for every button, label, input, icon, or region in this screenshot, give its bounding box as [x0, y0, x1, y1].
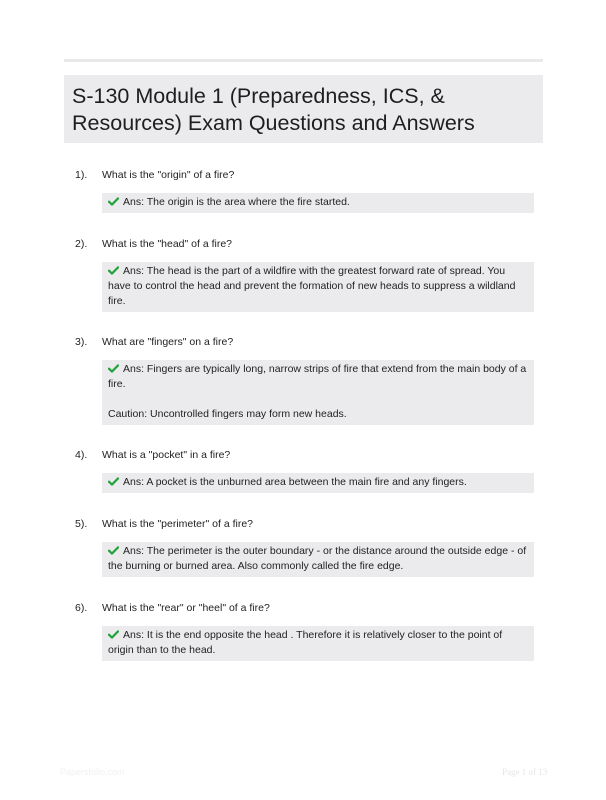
question-number: 6).: [75, 602, 88, 614]
qa-item-5: [75, 516, 537, 572]
qa-item-1: [75, 167, 537, 208]
check-icon: [108, 197, 119, 206]
answer-text: Ans: The perimeter is the outer boundary - or the distance around the outside edge - of the burning or burned area. Also commonly called the fire edge.: [108, 545, 527, 572]
answer-text: Ans: Fingers are typically long, narrow strips of fire that extend from the main body of a fire.: [108, 363, 527, 390]
question-row: [75, 516, 537, 532]
page-number: Page 1 of 13: [502, 767, 548, 777]
answer-box: [102, 262, 534, 312]
answer-text: Ans: A pocket is the unburned area between the main fire and any fingers.: [123, 476, 467, 488]
question-number: 3).: [75, 336, 88, 348]
question-text: What is the "rear" or "heel" of a fire?: [102, 602, 270, 614]
answer-box: [102, 360, 534, 425]
question-text: What is a "pocket" in a fire?: [102, 449, 231, 461]
title-banner: [64, 75, 543, 143]
footer-watermark: Papersfolio.com: [60, 767, 125, 777]
check-icon: [108, 266, 119, 275]
question-text: What is the "origin" of a fire?: [102, 169, 235, 181]
check-icon: [108, 364, 119, 373]
qa-item-6: [75, 600, 537, 656]
check-icon: [108, 546, 119, 555]
page-title: S-130 Module 1 (Preparedness, ICS, & Resources) Exam Questions and Answers: [72, 84, 475, 135]
qa-item-2: [75, 236, 537, 307]
answer-text: Ans: The origin is the area where the fire started.: [123, 196, 350, 208]
answer-box: [102, 473, 534, 493]
question-number: 1).: [75, 169, 88, 181]
answer-box: [102, 626, 534, 661]
answer-text: Ans: It is the end opposite the head . Therefore it is relatively closer to the point of origin than to the head.: [108, 629, 503, 656]
question-number: 5).: [75, 518, 88, 530]
question-row: [75, 334, 537, 350]
question-text: What is the "head" of a fire?: [102, 238, 233, 250]
qa-item-3: [75, 334, 537, 420]
question-number: 4).: [75, 449, 88, 461]
top-divider: [64, 59, 543, 62]
question-text: What are "fingers" on a fire?: [102, 336, 234, 348]
question-text: What is the "perimeter" of a fire?: [102, 518, 254, 530]
qa-item-4: [75, 447, 537, 488]
answer-box: [102, 542, 534, 577]
answer-text: Ans: The head is the part of a wildfire with the greatest forward rate of spread. You have to control the head and prevent the formation of new heads to suppress a wildland fire.: [108, 265, 516, 307]
check-icon: [108, 630, 119, 639]
question-row: [75, 600, 537, 616]
question-row: [75, 447, 537, 463]
question-row: [75, 236, 537, 252]
answer-caution: Caution: Uncontrolled fingers may form new heads.: [108, 408, 347, 420]
answer-box: [102, 193, 534, 213]
question-row: [75, 167, 537, 183]
question-number: 2).: [75, 238, 88, 250]
check-icon: [108, 477, 119, 486]
